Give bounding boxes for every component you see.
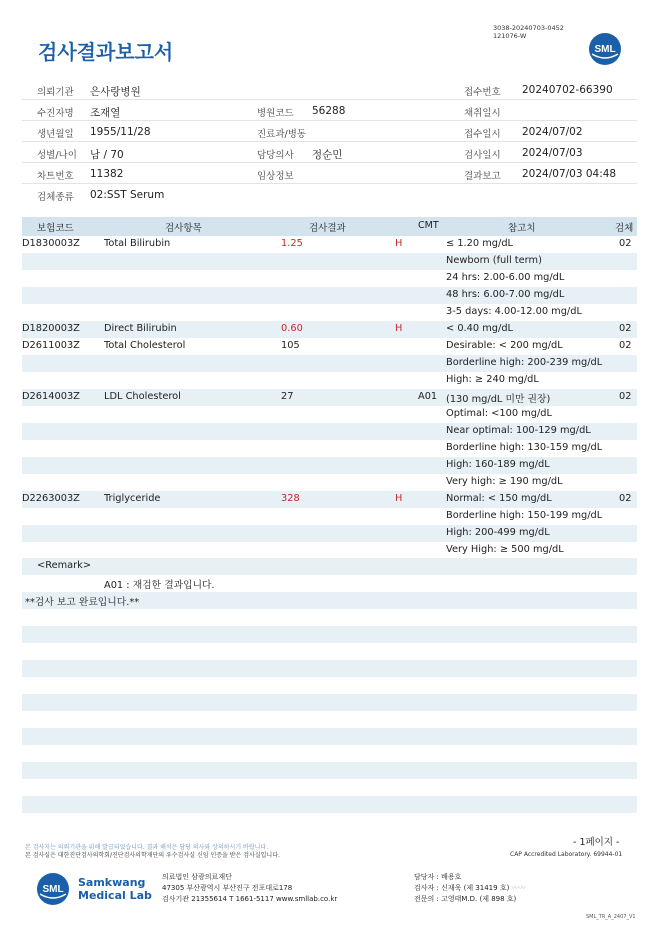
- remark-row: [22, 575, 637, 592]
- dob-value: 1955/11/28: [90, 126, 151, 138]
- table-row: [22, 372, 637, 389]
- test-name: LDL Cholesterol: [104, 391, 181, 402]
- header-ref: 참고치: [508, 223, 536, 234]
- test-name: Direct Bilirubin: [104, 323, 177, 334]
- chart-no-label: 차트번호: [37, 171, 74, 182]
- specimen-code: 02: [619, 340, 632, 351]
- table-row: [22, 406, 637, 423]
- company-address: 의료법인 삼광의료재단 47305 부산광역시 부산진구 전포대로178 검사기관 21355614 T 1661-5117 www.smllab.co.kr: [162, 873, 338, 903]
- reference-range: Near optimal: 100-129 mg/dL: [446, 425, 591, 436]
- test-date-label: 검사일시: [464, 150, 501, 161]
- test-result: 328: [281, 493, 300, 504]
- hospital-code-value: 56288: [312, 105, 346, 117]
- empty-row: [22, 728, 637, 745]
- table-row: [22, 389, 637, 406]
- test-result: 105: [281, 340, 300, 351]
- table-row: [22, 491, 637, 508]
- abnormal-flag: H: [395, 238, 403, 249]
- reference-range: (130 mg/dL 미만 권장): [446, 394, 551, 405]
- reference-range: Desirable: < 200 mg/dL: [446, 340, 563, 351]
- name-value: 조재열: [90, 107, 121, 119]
- sml-logo-icon: [588, 32, 622, 66]
- remark-a01: A01 : 재검한 결과입니다.: [104, 580, 215, 591]
- test-result: 1.25: [281, 238, 303, 249]
- test-result: 27: [281, 391, 294, 402]
- specimen-code: 02: [619, 493, 632, 504]
- table-row: [22, 525, 637, 542]
- info-row: [22, 142, 637, 163]
- table-row: [22, 338, 637, 355]
- reference-range: Normal: < 150 mg/dL: [446, 493, 552, 504]
- reference-range: ≤ 1.20 mg/dL: [446, 238, 513, 249]
- table-row: [22, 474, 637, 491]
- remark-section: [22, 558, 637, 609]
- abnormal-flag: H: [395, 493, 403, 504]
- sml-logo-icon: [36, 872, 70, 906]
- hospital-label: 의뢰기관: [37, 87, 74, 98]
- report-title: 검사결과보고서: [38, 40, 174, 64]
- empty-row: [22, 694, 637, 711]
- specimen-code: 02: [619, 238, 632, 249]
- header-result: 검사결과: [309, 223, 346, 234]
- info-row: [22, 79, 637, 100]
- empty-row: [22, 660, 637, 677]
- report-complete: **검사 보고 완료입니다.**: [25, 597, 140, 608]
- test-name: Total Bilirubin: [104, 238, 171, 249]
- staff-info: 담당자 : 배용호 검사자 : 신재욱 (제 31419 호) 〰〰 전문의 : 고영태M.D. (제 898 호): [414, 873, 526, 903]
- specimen-label: 검체종류: [37, 192, 74, 203]
- hospital-value: 은사랑병원: [90, 86, 141, 98]
- remark-row: [22, 592, 637, 609]
- info-row: [22, 121, 637, 142]
- cap-accreditation: CAP Accredited Laboratory. 69944-01: [510, 851, 623, 858]
- table-row: [22, 423, 637, 440]
- name-label: 수진자명: [37, 108, 74, 119]
- dept-label: 진료과/병동: [257, 129, 307, 140]
- reference-range: Optimal: <100 mg/dL: [446, 408, 552, 419]
- document-id: 3038-20240703-0452 121076-W: [493, 24, 564, 40]
- test-name: Total Cholesterol: [104, 340, 186, 351]
- doctor-value: 정순민: [312, 149, 343, 161]
- header-code: 보험코드: [37, 223, 74, 234]
- sex-age-value: 남 / 70: [90, 149, 124, 161]
- test-date-value: 2024/07/03: [522, 147, 583, 159]
- reference-range: Very High: ≥ 500 mg/dL: [446, 544, 564, 555]
- footer-note: 본 검사지는 의뢰기관을 위해 발급되었습니다. 결과 해석은 담당 의사와 상의하시기 바랍니다.: [25, 844, 269, 851]
- empty-row: [22, 626, 637, 643]
- test-code: D1820003Z: [22, 323, 80, 334]
- reference-range: High: 160-189 mg/dL: [446, 459, 550, 470]
- reference-range: High: 200-499 mg/dL: [446, 527, 550, 538]
- table-row: [22, 457, 637, 474]
- specimen-code: 02: [619, 391, 632, 402]
- signature-icon: 〰〰: [511, 884, 526, 892]
- table-row: [22, 542, 637, 559]
- hospital-code-label: 병원코드: [257, 108, 294, 119]
- remark-row: [22, 558, 637, 575]
- info-row: [22, 100, 637, 121]
- receipt-no-value: 20240702-66390: [522, 84, 613, 96]
- header-spec: 검체: [615, 223, 634, 234]
- table-row: [22, 253, 637, 270]
- test-code: D2611003Z: [22, 340, 80, 351]
- reference-range: 24 hrs: 2.00-6.00 mg/dL: [446, 272, 565, 283]
- company-name: Samkwang Medical Lab: [78, 876, 152, 902]
- test-result: 0.60: [281, 323, 303, 334]
- test-name: Triglyceride: [104, 493, 161, 504]
- test-code: D2263003Z: [22, 493, 80, 504]
- chart-no-value: 11382: [90, 168, 124, 180]
- form-code: SML_TR_A_2407_V1: [586, 914, 636, 920]
- svg-text:SML: SML: [42, 884, 64, 895]
- reference-range: 3-5 days: 4.00-12.00 mg/dL: [446, 306, 582, 317]
- table-row: [22, 355, 637, 372]
- reference-range: < 0.40 mg/dL: [446, 323, 513, 334]
- table-row: [22, 236, 637, 253]
- dob-label: 생년월일: [37, 129, 74, 140]
- receipt-no-label: 접수번호: [464, 87, 501, 98]
- empty-row: [22, 796, 637, 813]
- page-number: - 1페이지 -: [573, 837, 620, 848]
- table-row: [22, 304, 637, 321]
- reference-range: Very high: ≥ 190 mg/dL: [446, 476, 563, 487]
- abnormal-flag: H: [395, 323, 403, 334]
- receipt-date-value: 2024/07/02: [522, 126, 583, 138]
- info-row: [22, 184, 637, 205]
- reference-range: High: ≥ 240 mg/dL: [446, 374, 539, 385]
- reference-range: Borderline high: 150-199 mg/dL: [446, 510, 603, 521]
- report-date-label: 결과보고: [464, 171, 501, 182]
- results-table-header: [22, 217, 637, 236]
- sex-age-label: 성별/나이: [37, 150, 77, 161]
- collect-date-label: 채취일시: [464, 108, 501, 119]
- remark-title: <Remark>: [37, 560, 92, 571]
- header-cmt: CMT: [418, 220, 439, 231]
- accreditation-note: 본 검사실은 대한진단검사의학회/진단검사의학재단의 우수검사실 신임 인증을 받은 검사실입니다.: [25, 852, 280, 859]
- info-row: [22, 163, 637, 184]
- reference-range: Borderline high: 200-239 mg/dL: [446, 357, 603, 368]
- results-table: [22, 236, 637, 559]
- svg-text:SML: SML: [594, 44, 616, 55]
- patient-info: [22, 79, 637, 205]
- report-date-value: 2024/07/03 04:48: [522, 168, 617, 180]
- comment-code: A01: [418, 391, 438, 402]
- reference-range: 48 hrs: 6.00-7.00 mg/dL: [446, 289, 565, 300]
- doctor-label: 담당의사: [257, 150, 294, 161]
- reference-range: Borderline high: 130-159 mg/dL: [446, 442, 603, 453]
- table-row: [22, 270, 637, 287]
- receipt-date-label: 접수일시: [464, 129, 501, 140]
- test-code: D2614003Z: [22, 391, 80, 402]
- table-row: [22, 321, 637, 338]
- table-row: [22, 508, 637, 525]
- empty-row: [22, 762, 637, 779]
- table-row: [22, 440, 637, 457]
- clinical-label: 임상정보: [257, 171, 294, 182]
- reference-range: Newborn (full term): [446, 255, 542, 266]
- table-row: [22, 287, 637, 304]
- specimen-value: 02:SST Serum: [90, 189, 165, 201]
- specimen-code: 02: [619, 323, 632, 334]
- header-item: 검사항목: [165, 223, 202, 234]
- test-code: D1830003Z: [22, 238, 80, 249]
